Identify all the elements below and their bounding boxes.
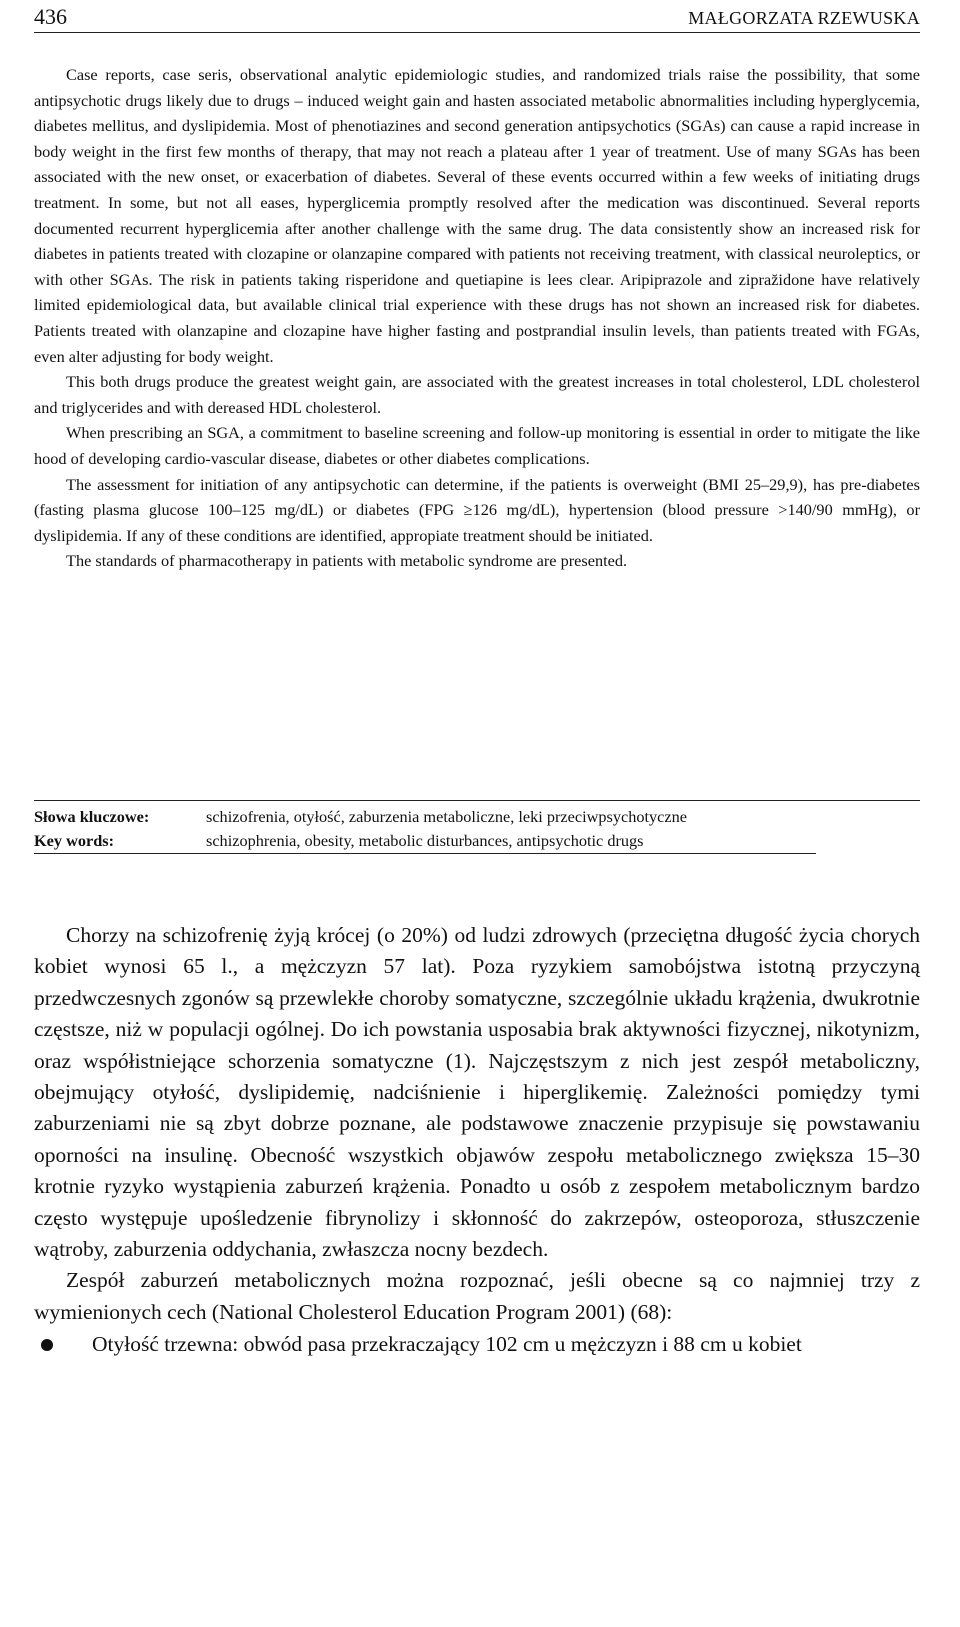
main-text [34, 920, 920, 1361]
keywords-english-label: Key words: [34, 831, 115, 850]
page-header [34, 4, 920, 33]
bullet-icon [34, 1329, 92, 1360]
list-item-text: Otyłość trzewna: obwód pasa przekraczający 102 cm u mężczyzn i 88 cm u kobiet [92, 1332, 802, 1357]
keywords-block [34, 800, 920, 854]
keywords-english-value: schizophrenia, obesity, metabolic disturbances, antipsychotic drugs [206, 831, 644, 850]
abstract-paragraph: When prescribing an SGA, a commitment to baseline screening and follow-up monitoring is essential in order to mitigate the like hood of developing cardio-vascular disease, diabetes or other diabetes complications. [34, 423, 920, 468]
page [34, 0, 920, 1627]
keywords-english-row [34, 829, 816, 854]
abstract-paragraph: Case reports, case seris, observational analytic epidemiologic studies, and randomized trials raise the possibility, that some antipsychotic drugs likely due to drugs – induced weight gain and hasten associated metabolic abnormalities including hyperglycemia, diabetes mellitus, and dyslipidemia. Most of phenotiazines and second generation antipsychotics (SGAs) can cause a rapid increase in body weight in the first few months of therapy, that may not reach a plateau after 1 year of treatment. Use of many SGAs has been associated with the new onset, or exacerbation of diabetes. Several of these events occurred within a few weeks of initiating drugs treatment. In some, but not all eases, hyperglicemia promptly resolved after the medication was discontinued. Several reports documented recurrent hyperglicemia after another challenge with the same drug. The data consistently show an increased risk for diabetes in patients treated with clozapine or olanzapine compared with patients not receiving treatment, with classical neuroleptics, or with other SGAs. The risk in patients taking risperidone and quetiapine is lees clear. Aripiprazole and zipraz̆idone have relatively limited epidemiological data, but available clinical trial experience with these drugs has not shown an increased risk for diabetes. Patients treated with olanzapine and clozapine have higher fasting and postprandial insulin levels, than patients treated with FGAs, even alter adjusting for body weight. [34, 65, 920, 366]
keywords-polish-row [34, 805, 920, 829]
abstract-paragraph: This both drugs produce the greatest weight gain, are associated with the greatest increases in total cholesterol, LDL cholesterol and triglycerides and with dereased HDL cholesterol. [34, 372, 920, 417]
body-paragraph: Chorzy na schizofrenię żyją krócej (o 20%) od ludzi zdrowych (przeciętna długość życia chorych kobiet wynosi 65 l., a mężczyzn 57 lat). Poza ryzykiem samobójstwa istotną przyczyną przedwczesnych zgonów są przewlekłe choroby somatyczne, szczególnie układu krążenia, dwukrotnie częstsze, niż w populacji ogólnej. Do ich powstania usposabia brak aktywności fizycznej, nikotynizm, oraz współistniejące schorzenia somatyczne (1). Najczęstszym z nich jest zespół metaboliczny, obejmujący otyłość, dyslipidemię, nadciśnienie i hiperglikemię. Zależności pomiędzy tymi zaburzeniami nie są zbyt dobrze poznane, ale podstawowe znaczenie przypisuje się powstawaniu oporności na insulinę. Obecność wszystkich objawów zespołu metabolicznego zwiększa 15–30 krotnie ryzyko wystąpienia zaburzeń krążenia. Ponadto u osób z zespołem metabolicznym bardzo często występuje upośledzenie fibrynolizy i skłonność do zakrzepów, osteoporoza, stłuszczenie wątroby, zaburzenia oddychania, zwłaszcza nocny bezdech. [34, 923, 920, 1262]
page-number: 436 [34, 4, 67, 29]
keywords-polish-value: schizofrenia, otyłość, zaburzenia metaboliczne, leki przeciwpsychotyczne [206, 807, 687, 826]
list-item [34, 1329, 920, 1360]
keywords-polish-label: Słowa kluczowe: [34, 807, 150, 826]
abstract-paragraph: The assessment for initiation of any antipsychotic can determine, if the patients is overweight (BMI 25–29,9), has pre-diabetes (fasting plasma glucose 100–125 mg/dL) or diabetes (FPG ≥126 mg/dL), hypertension (blood pressure >140/90 mmHg), or dyslipidemia. If any of these conditions are identified, appropiate treatment should be initiated. [34, 474, 920, 545]
abstract-paragraph: The standards of pharmacotherapy in patients with metabolic syndrome are presented. [66, 551, 628, 571]
abstract [34, 62, 920, 574]
body-paragraph: Zespół zaburzeń metabolicznych można rozpoznać, jeśli obecne są co najmniej trzy z wymienionych cech (National Cholesterol Education Program 2001) (68): [34, 1268, 920, 1324]
running-head: MAŁGORZATA RZEWUSKA [688, 8, 920, 28]
